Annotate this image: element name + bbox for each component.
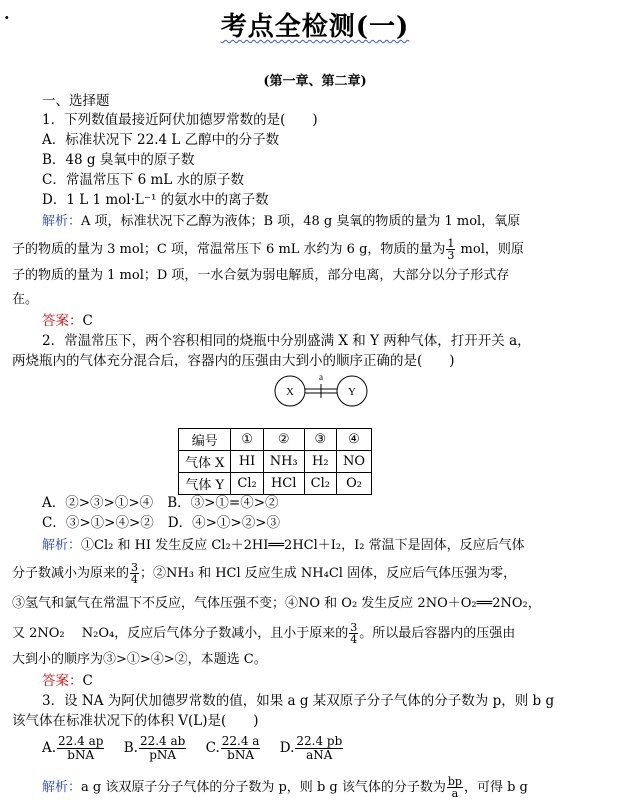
q3-stem-line2: 该气体在标准状况下的体积 V(L)是( ) <box>12 713 259 729</box>
q1-analysis-line4: 在。 <box>12 292 39 307</box>
q2-analysis-line4: 又 2NO₂ N₂O₄，反应后气体分子数减小，且小于原来的 $\frac{3}{4}$ 。所以最后容器内的压强由 <box>12 621 516 646</box>
page-title: 考点全检测(一) <box>220 12 410 42</box>
q1-answer: 答案：C <box>42 313 93 329</box>
q2-options-cd: C．③>①>④>② D．④>①>②>③ <box>42 515 281 531</box>
q1-analysis-line1: 解析：A 项，标准状况下乙醇为液体；B 项，48 g 臭氧的物质的量为 1 mol，氧原 <box>42 214 521 229</box>
q1-option-d: D．1 L 1 mol·L⁻¹ 的氨水中的离子数 <box>42 192 269 208</box>
q1-analysis-line2: 子的物质的量为 3 mol；C 项，常温常压下 6 mL 水约为 6 g，物质的量为 $\frac{1}{3}$ mol，则原 <box>12 237 524 262</box>
fraction-three-fourths: $\frac{3}{4}$ <box>350 621 358 646</box>
table-row: 编号 ① ② ③ ④ <box>179 429 372 451</box>
valve-label: a <box>319 372 323 382</box>
q2-answer: 答案：C <box>42 673 93 689</box>
fraction-bp-over-a: $\frac{bp}{a}$ <box>447 775 462 800</box>
q1-option-c: C．常温常压下 6 mL 水的原子数 <box>42 172 245 188</box>
q3-options: A. $\frac{22.4 ap}{\text{bNA}}$ B. $\frac{22.4 ab}{\text{pNA}}$ C. $\frac{22.4 a}{\text{bNA}}$ D. $\frac{22.4 pb}{\text{aNA}}$ <box>42 734 343 762</box>
q2-stem-line2: 两烧瓶内的气体充分混合后，容器内的压强由大到小的顺序正确的是( ) <box>12 353 455 369</box>
q2-stem-line1: 2．常温常压下，两个容积相同的烧瓶中分别盛满 X 和 Y 两种气体，打开开关 a， <box>42 333 531 349</box>
q2-analysis-line5: 大到小的顺序为③>①>④>②，本题选 C。 <box>12 652 267 667</box>
flask-y-label: Y <box>348 386 356 398</box>
fraction-one-third: $\frac{1}{3}$ <box>447 237 455 262</box>
q1-stem: 1．下列数值最接近阿伏加德罗常数的是( ) <box>42 112 318 128</box>
q2-options-ab: A．②>③>①>④ B．③>①=④>② <box>42 495 279 511</box>
q2-analysis-line2: 分子数减小为原来的 $\frac{3}{4}$ ；②NH₃ 和 HCl 反应生成 NH₄Cl 固体，反应后气体压强为零， <box>12 561 517 586</box>
flask-diagram <box>272 370 392 410</box>
q1-analysis-line3: 子的物质的量为 1 mol；D 项，一水合氨为弱电解质，部分电离，大部分以分子形式存 <box>12 268 510 283</box>
q2-analysis-line1: 解析：①Cl₂ 和 HI 发生反应 Cl₂＋2HI══2HCl＋I₂，I₂ 常温下是固体，反应后气体 <box>42 538 525 553</box>
flask-x-label: X <box>286 386 294 398</box>
table-row: 气体 Y Cl₂ HCl Cl₂ O₂ <box>179 473 372 495</box>
page-subtitle: (第一章、第二章) <box>263 74 367 89</box>
gas-table <box>178 428 372 495</box>
q2-analysis-line3: ③氢气和氯气在常温下不反应，气体压强不变；④NO 和 O₂ 发生反应 2NO＋O₂══2NO₂， <box>12 596 541 611</box>
bullet-dot: · <box>4 8 10 27</box>
q1-option-b: B．48 g 臭氧中的原子数 <box>42 152 195 168</box>
fraction-three-fourths: $\frac{3}{4}$ <box>131 561 139 586</box>
q1-option-a: A．标准状况下 22.4 L 乙醇中的分子数 <box>42 132 280 148</box>
section-heading: 一、选择题 <box>42 93 110 109</box>
q3-stem-line1: 3．设 NA 为阿伏加德罗常数的值，如果 a g 某双原子分子气体的分子数为 p，则 b g <box>42 693 555 709</box>
table-row: 气体 X HI NH₃ H₂ NO <box>179 451 372 473</box>
q3-analysis-line1: 解析：a g 该双原子分子气体的分子数为 p，则 b g 该气体的分子数为 $\frac{bp}{a}$ ，可得 b g <box>42 775 528 800</box>
